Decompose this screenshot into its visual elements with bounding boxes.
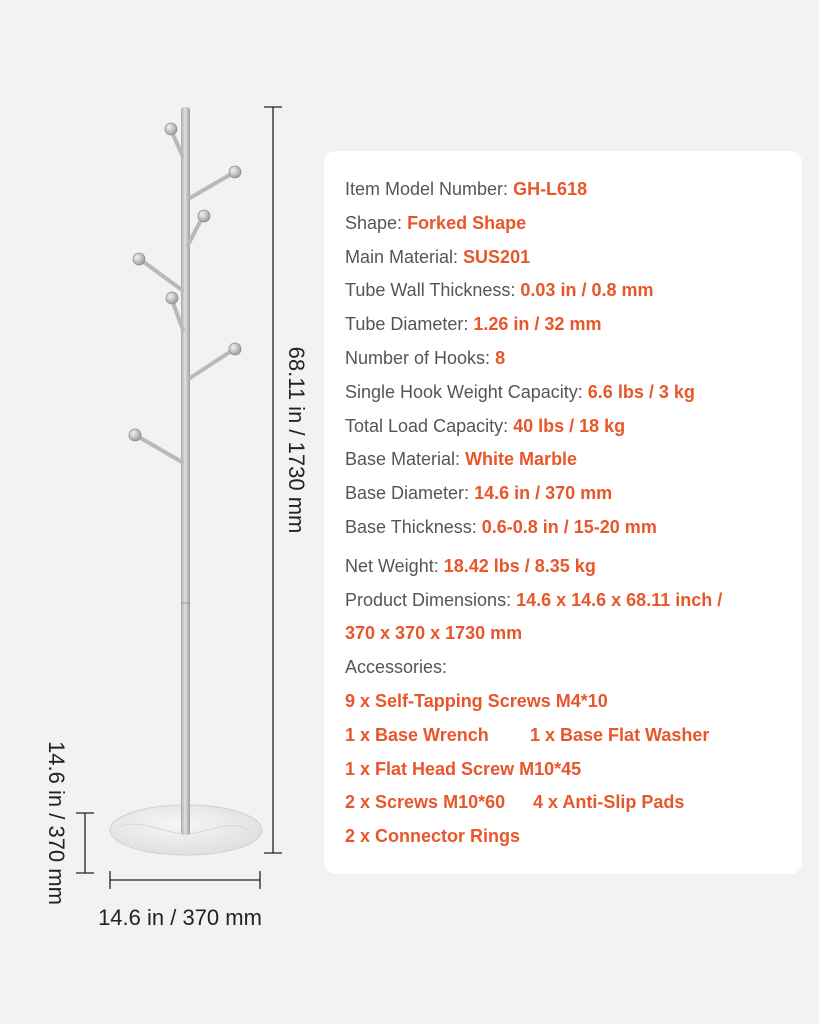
spec-label: Item Model Number: (345, 179, 514, 199)
accessory-item (345, 753, 802, 787)
rack-pole (181, 107, 190, 835)
spec-value: 6.6 lbs / 3 kg (587, 381, 695, 402)
spec-value: Forked Shape (407, 212, 527, 233)
spec-material (345, 241, 802, 275)
accessories-heading (345, 651, 802, 685)
spec-value: SUS201 (463, 246, 531, 267)
spec-value: 8 (495, 347, 506, 368)
spec-product-dimensions-mm (345, 617, 802, 651)
spec-label: Accessories: (345, 657, 448, 678)
spec-card (324, 151, 802, 874)
spec-label: Single Hook Weight Capacity: (345, 381, 588, 402)
accessory-item (345, 820, 802, 854)
spec-value: 0.6-0.8 in / 15-20 mm (481, 516, 657, 537)
accessory-item (345, 685, 802, 719)
accessory-item (345, 786, 802, 820)
base-width-dimension-label: 14.6 in / 370 mm (98, 905, 262, 930)
base-height-dimension-line (76, 813, 94, 873)
spec-value: 18.42 lbs / 8.35 kg (443, 555, 596, 576)
spec-value: 370 x 370 x 1730 mm (345, 623, 523, 644)
spec-base-material (345, 443, 802, 477)
spec-label: Number of Hooks: (345, 347, 496, 368)
spec-label: Base Material: (345, 449, 466, 470)
spec-value: 14.6 x 14.6 x 68.11 inch / (516, 589, 723, 610)
spec-net-weight (345, 550, 802, 584)
spec-label: Main Material: (345, 246, 464, 267)
spec-value: 40 lbs / 18 kg (513, 415, 626, 436)
spec-value: 0.03 in / 0.8 mm (520, 280, 654, 301)
spec-hooks (345, 342, 802, 376)
accessory-item (345, 719, 802, 753)
accessory-text: 2 x Screws M10*60 (345, 792, 506, 813)
spec-label: Shape: (345, 212, 408, 233)
base-height-dimension-label: 14.6 in / 370 mm (44, 741, 69, 905)
spec-tube-diameter (345, 308, 802, 342)
accessory-text: 9 x Self-Tapping Screws M4*10 (345, 690, 608, 711)
spec-model (345, 173, 802, 207)
accessory-text: 1 x Base Flat Washer (530, 724, 710, 745)
spec-label: Tube Diameter: (345, 314, 474, 335)
spec-base-thickness (345, 511, 802, 545)
spec-hook-capacity (345, 376, 802, 410)
accessory-text: 1 x Base Wrench (345, 724, 489, 745)
accessory-text: 1 x Flat Head Screw M10*45 (345, 758, 582, 779)
coat-rack-image (110, 107, 262, 855)
spec-product-dimensions (345, 584, 802, 618)
spec-value: 1.26 in / 32 mm (473, 314, 602, 335)
spec-label: Product Dimensions: (345, 589, 517, 610)
accessory-text: 4 x Anti-Slip Pads (533, 792, 685, 813)
spec-label: Base Diameter: (345, 483, 475, 504)
spec-total-load (345, 410, 802, 444)
spec-label: Total Load Capacity: (345, 415, 514, 436)
spec-value: 14.6 in / 370 mm (474, 483, 613, 504)
spec-shape (345, 207, 802, 241)
spec-base-diameter (345, 477, 802, 511)
spec-value: GH-L618 (513, 179, 588, 199)
base-width-dimension-line (110, 871, 260, 889)
spec-label: Net Weight: (345, 555, 444, 576)
spec-wall-thickness (345, 274, 802, 308)
height-dimension-label: 68.11 in / 1730 mm (284, 346, 309, 534)
spec-label: Tube Wall Thickness: (345, 280, 521, 301)
height-dimension-line (264, 107, 282, 853)
spec-label: Base Thickness: (345, 516, 482, 537)
accessory-text: 2 x Connector Rings (345, 826, 521, 847)
spec-value: White Marble (465, 449, 578, 470)
